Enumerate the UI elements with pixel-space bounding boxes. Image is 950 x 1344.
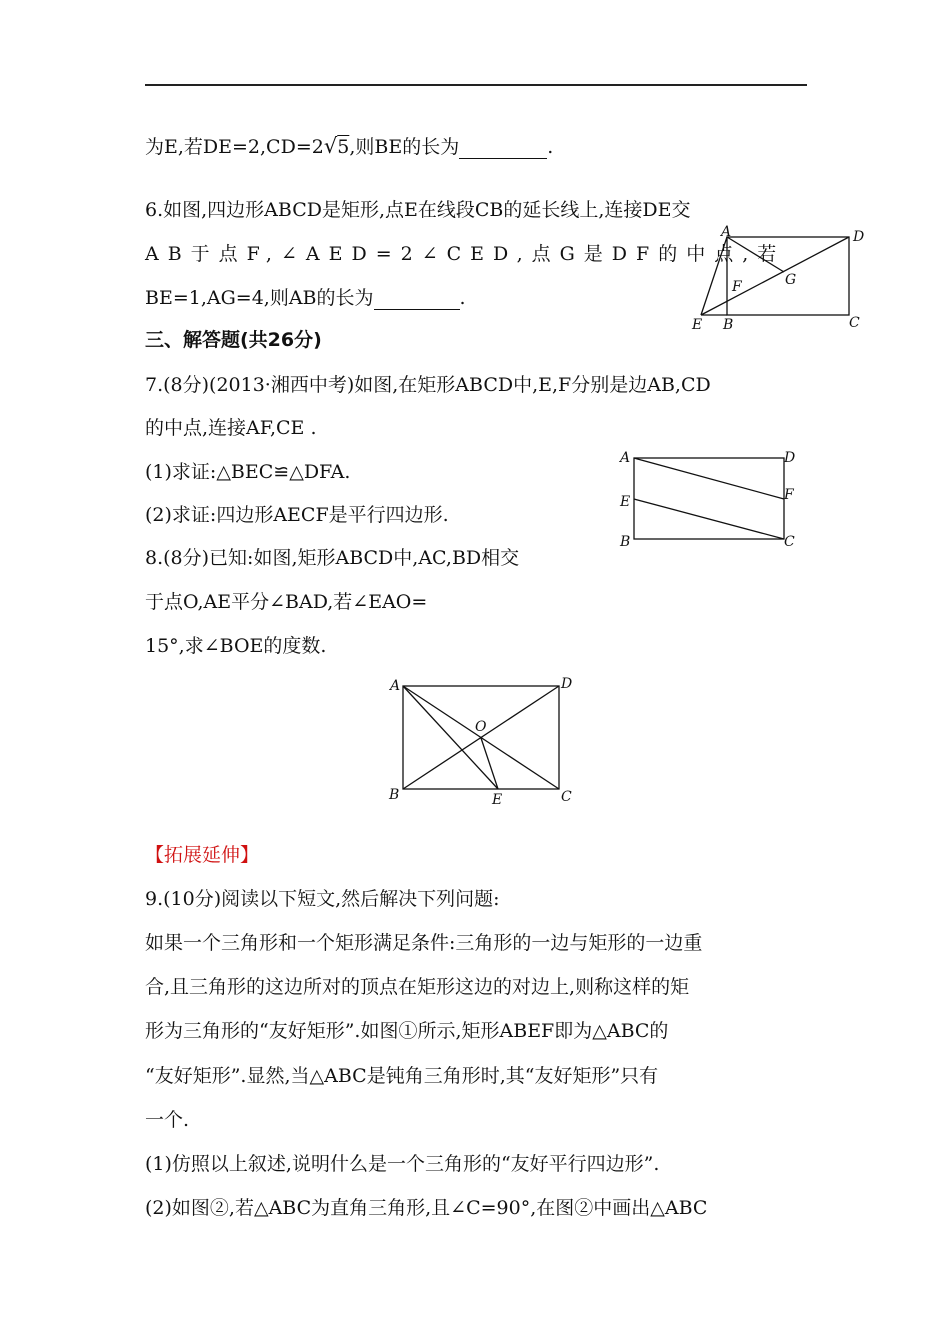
q9-line4: 形为三角形的“友好矩形”.如图①所示,矩形ABEF即为△ABC的 [145,1020,669,1042]
q6-label-g: G [785,272,797,288]
answer-blank-q6[interactable] [374,291,460,310]
extension-title: 【拓展延伸】 [145,844,260,866]
q6-label-b: B [723,317,734,333]
q7-segment-ec [634,499,784,539]
q8-segment-oe [481,738,498,789]
q6-line1: 6.如图,四边形ABCD是矩形,点E在线段CB的延长线上,连接DE交 [145,199,691,221]
radicand: 5 [337,136,350,158]
q9-part1: (1)仿照以上叙述,说明什么是一个三角形的“友好平行四边形”. [145,1153,660,1175]
q6-line3-end: . [459,287,466,309]
q6-label-f: F [732,279,742,295]
q6-label-d: D [853,229,865,245]
sqrt-sign: √ [323,134,338,158]
q5-text-after: ,则BE的长为 [349,136,460,158]
q8-label-e: E [492,792,503,808]
q8-line3: 15°,求∠BOE的度数. [145,635,327,657]
section3-title: 三、解答题(共26分) [145,329,322,351]
q9-line6: 一个. [145,1109,190,1131]
header-rule [145,84,807,86]
q9-line1: 9.(10分)阅读以下短文,然后解决下列问题: [145,888,500,910]
q7-segment-af [634,458,784,499]
q7-figure [610,446,810,554]
q8-label-c: C [561,789,572,805]
q6-label-c: C [849,315,860,331]
q7-line2: 的中点,连接AF,CE . [145,417,317,439]
q9-line5: “友好矩形”.显然,当△ABC是钝角三角形时,其“友好矩形”只有 [145,1065,659,1087]
q8-segment-ae [403,686,498,789]
q8-label-a: A [390,678,401,694]
answer-blank-q5[interactable] [459,140,547,159]
q6-label-e: E [692,317,703,333]
q5-tail-line [145,134,553,159]
q7-part1: (1)求证:△BEC≌△DFA. [145,461,351,483]
q7-label-e: E [620,494,631,510]
q7-label-c: C [784,534,795,550]
q6-figure [690,224,870,338]
q9-line3: 合,且三角形的这边所对的顶点在矩形这边的对边上,则称这样的矩 [145,976,690,998]
q9-line2: 如果一个三角形和一个矩形满足条件:三角形的一边与矩形的一边重 [145,932,703,954]
q7-label-b: B [620,534,631,550]
q8-label-d: D [561,676,573,692]
q6-line3 [145,286,466,310]
q7-label-d: D [784,450,796,466]
q8-figure [385,672,585,808]
q8-label-o: O [475,719,487,735]
q5-end: . [547,136,554,158]
q6-line3-text: BE=1,AG=4,则AB的长为 [145,287,374,309]
q6-segment-ag [727,237,784,272]
q7-label-f: F [784,487,794,503]
q8-label-b: B [389,787,400,803]
q9-part2: (2)如图②,若△ABC为直角三角形,且∠C=90°,在图②中画出△ABC [145,1197,708,1219]
q7-label-a: A [620,450,631,466]
q6-line2: AB于点F,∠AED=2∠CED,点G是DF的中点,若 [145,243,786,265]
q8-line1: 8.(8分)已知:如图,矩形ABCD中,AC,BD相交 [145,547,520,569]
q7-line1: 7.(8分)(2013·湘西中考)如图,在矩形ABCD中,E,F分别是边AB,CD [145,374,711,396]
q5-text-before: 为E,若DE=2,CD=2 [145,136,324,158]
q7-part2: (2)求证:四边形AECF是平行四边形. [145,504,449,526]
q6-label-a: A [721,224,732,240]
q8-line2: 于点O,AE平分∠BAD,若∠EAO= [145,591,428,613]
q7-rect-abcd [634,458,784,539]
